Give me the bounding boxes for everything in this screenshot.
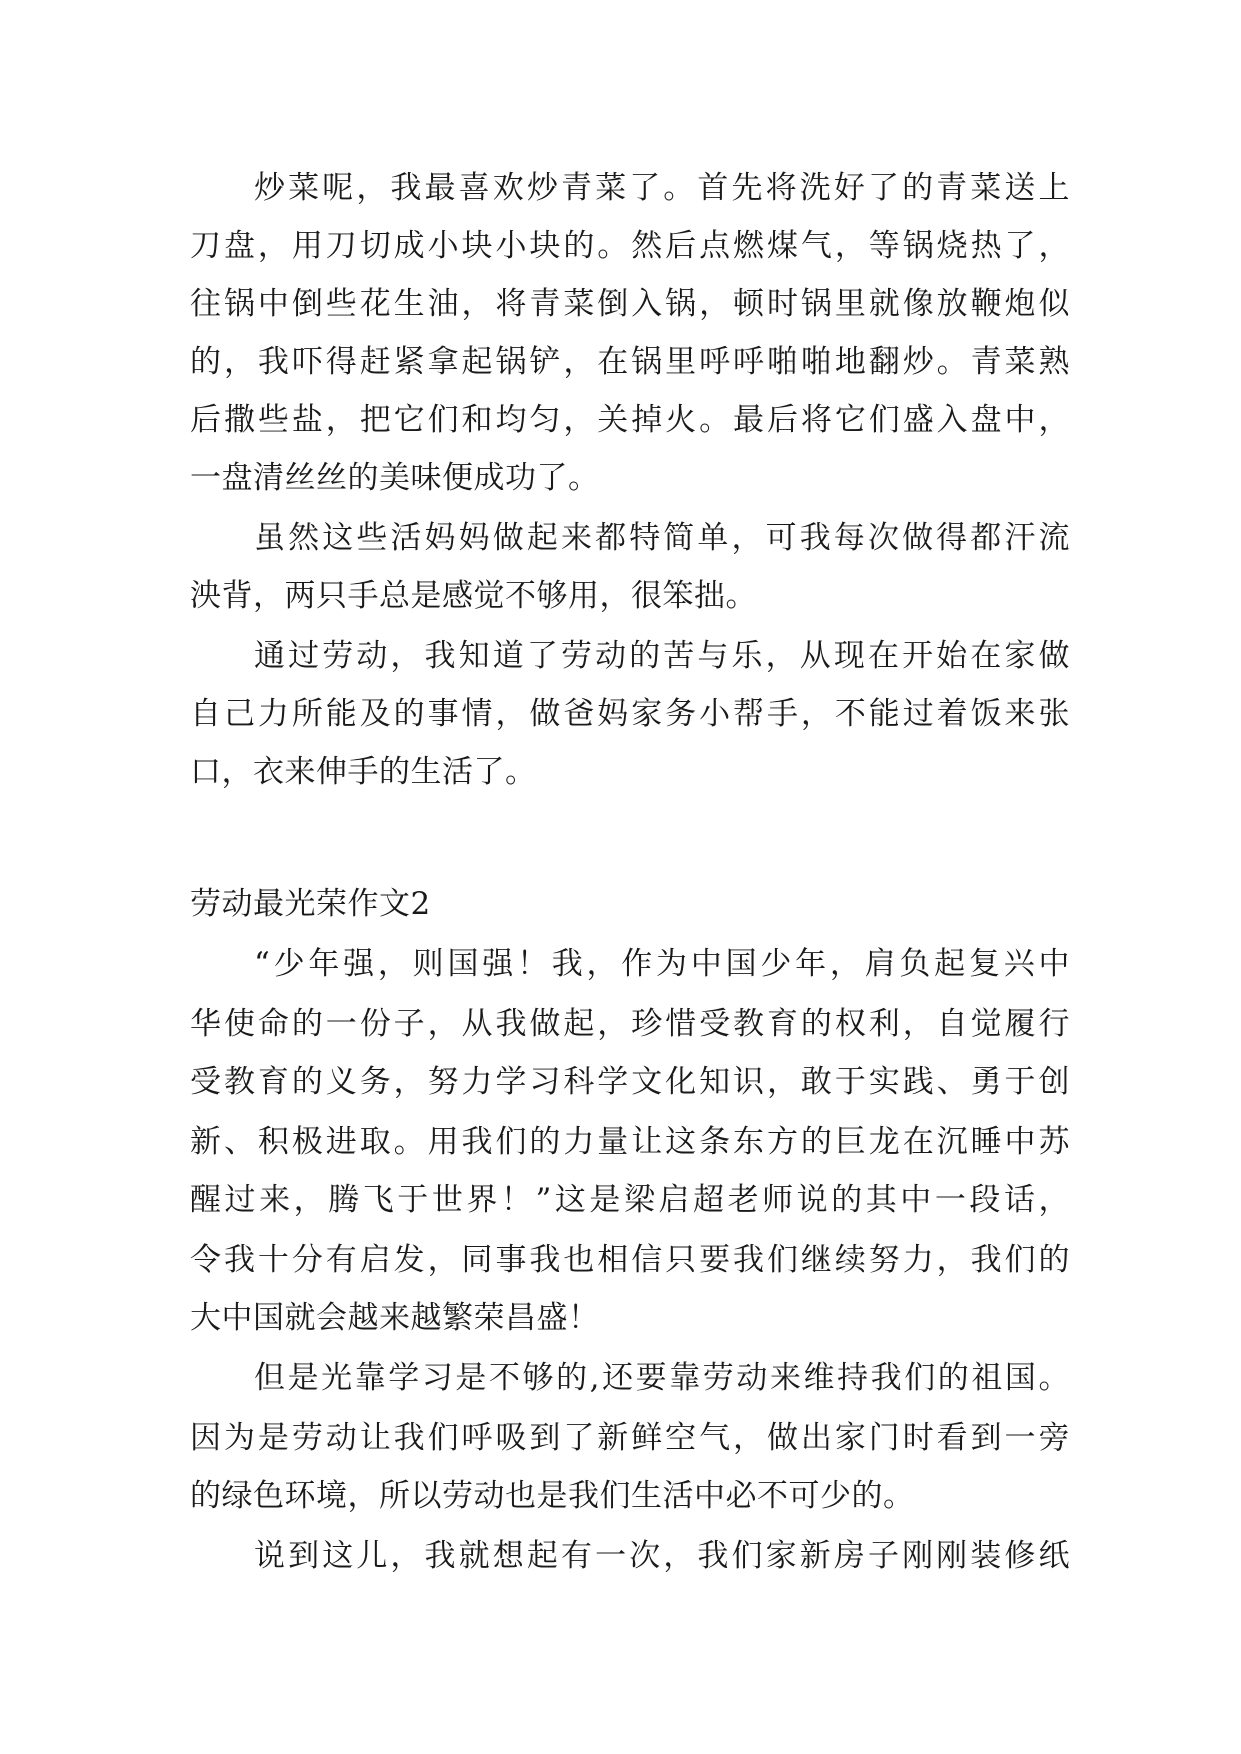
paragraph-4-line-4: 新、积极进取。用我们的力量让这条东方的巨龙在沉睡中苏: [190, 1124, 1070, 1160]
paragraph-2-line-2: 泱背，两只手总是感觉不够用，很笨拙。: [190, 578, 757, 614]
paragraph-5-line-1: 但是光靠学习是不够的,还要靠劳动来维持我们的祖国。: [254, 1360, 1070, 1396]
paragraph-1-line-1: 炒菜呢，我最喜欢炒青菜了。首先将洗好了的青菜送上: [254, 170, 1070, 206]
paragraph-4-line-6: 令我十分有启发，同事我也相信只要我们继续努力，我们的: [190, 1242, 1070, 1278]
paragraph-1-line-4: 的，我吓得赶紧拿起锅铲，在锅里呼呼啪啪地翻炒。青菜熟: [190, 344, 1070, 380]
paragraph-4-line-1: “少年强，则国强！我，作为中国少年，肩负起复兴中: [254, 946, 1070, 982]
paragraph-6-line-1: 说到这儿，我就想起有一次，我们家新房子刚刚装修纸: [254, 1538, 1070, 1574]
paragraph-1-line-3: 往锅中倒些花生油，将青菜倒入锅，顿时锅里就像放鞭炮似: [190, 286, 1070, 322]
paragraph-1-line-2: 刀盘，用刀切成小块小块的。然后点燃煤气，等锅烧热了，: [190, 228, 1070, 264]
paragraph-4-line-5: 醒过来，腾飞于世界！”这是梁启超老师说的其中一段话，: [190, 1182, 1070, 1218]
paragraph-3-line-2: 自己力所能及的事情，做爸妈家务小帮手，不能过着饭来张: [190, 696, 1070, 732]
paragraph-5-line-3: 的绿色环境，所以劳动也是我们生活中必不可少的。: [190, 1478, 915, 1514]
paragraph-5-line-2: 因为是劳动让我们呼吸到了新鲜空气，做出家门时看到一旁: [190, 1420, 1070, 1456]
paragraph-4-line-7: 大中国就会越来越繁荣昌盛！: [190, 1300, 600, 1336]
paragraph-3-line-1: 通过劳动，我知道了劳动的苦与乐，从现在开始在家做: [254, 638, 1070, 674]
essay-heading: 劳动最光荣作文2: [190, 886, 431, 922]
paragraph-3-line-3: 口，衣来伸手的生活了。: [190, 754, 537, 790]
paragraph-2-line-1: 虽然这些活妈妈做起来都特简单，可我每次做得都汗流: [254, 520, 1070, 556]
paragraph-4-line-2: 华使命的一份子，从我做起，珍惜受教育的权利，自觉履行: [190, 1006, 1070, 1042]
paragraph-1-line-6: 一盘清丝丝的美味便成功了。: [190, 460, 600, 496]
paragraph-4-line-3: 受教育的义务，努力学习科学文化知识，敢于实践、勇于创: [190, 1064, 1070, 1100]
paragraph-1-line-5: 后撒些盐，把它们和均匀，关掉火。最后将它们盛入盘中，: [190, 402, 1070, 438]
